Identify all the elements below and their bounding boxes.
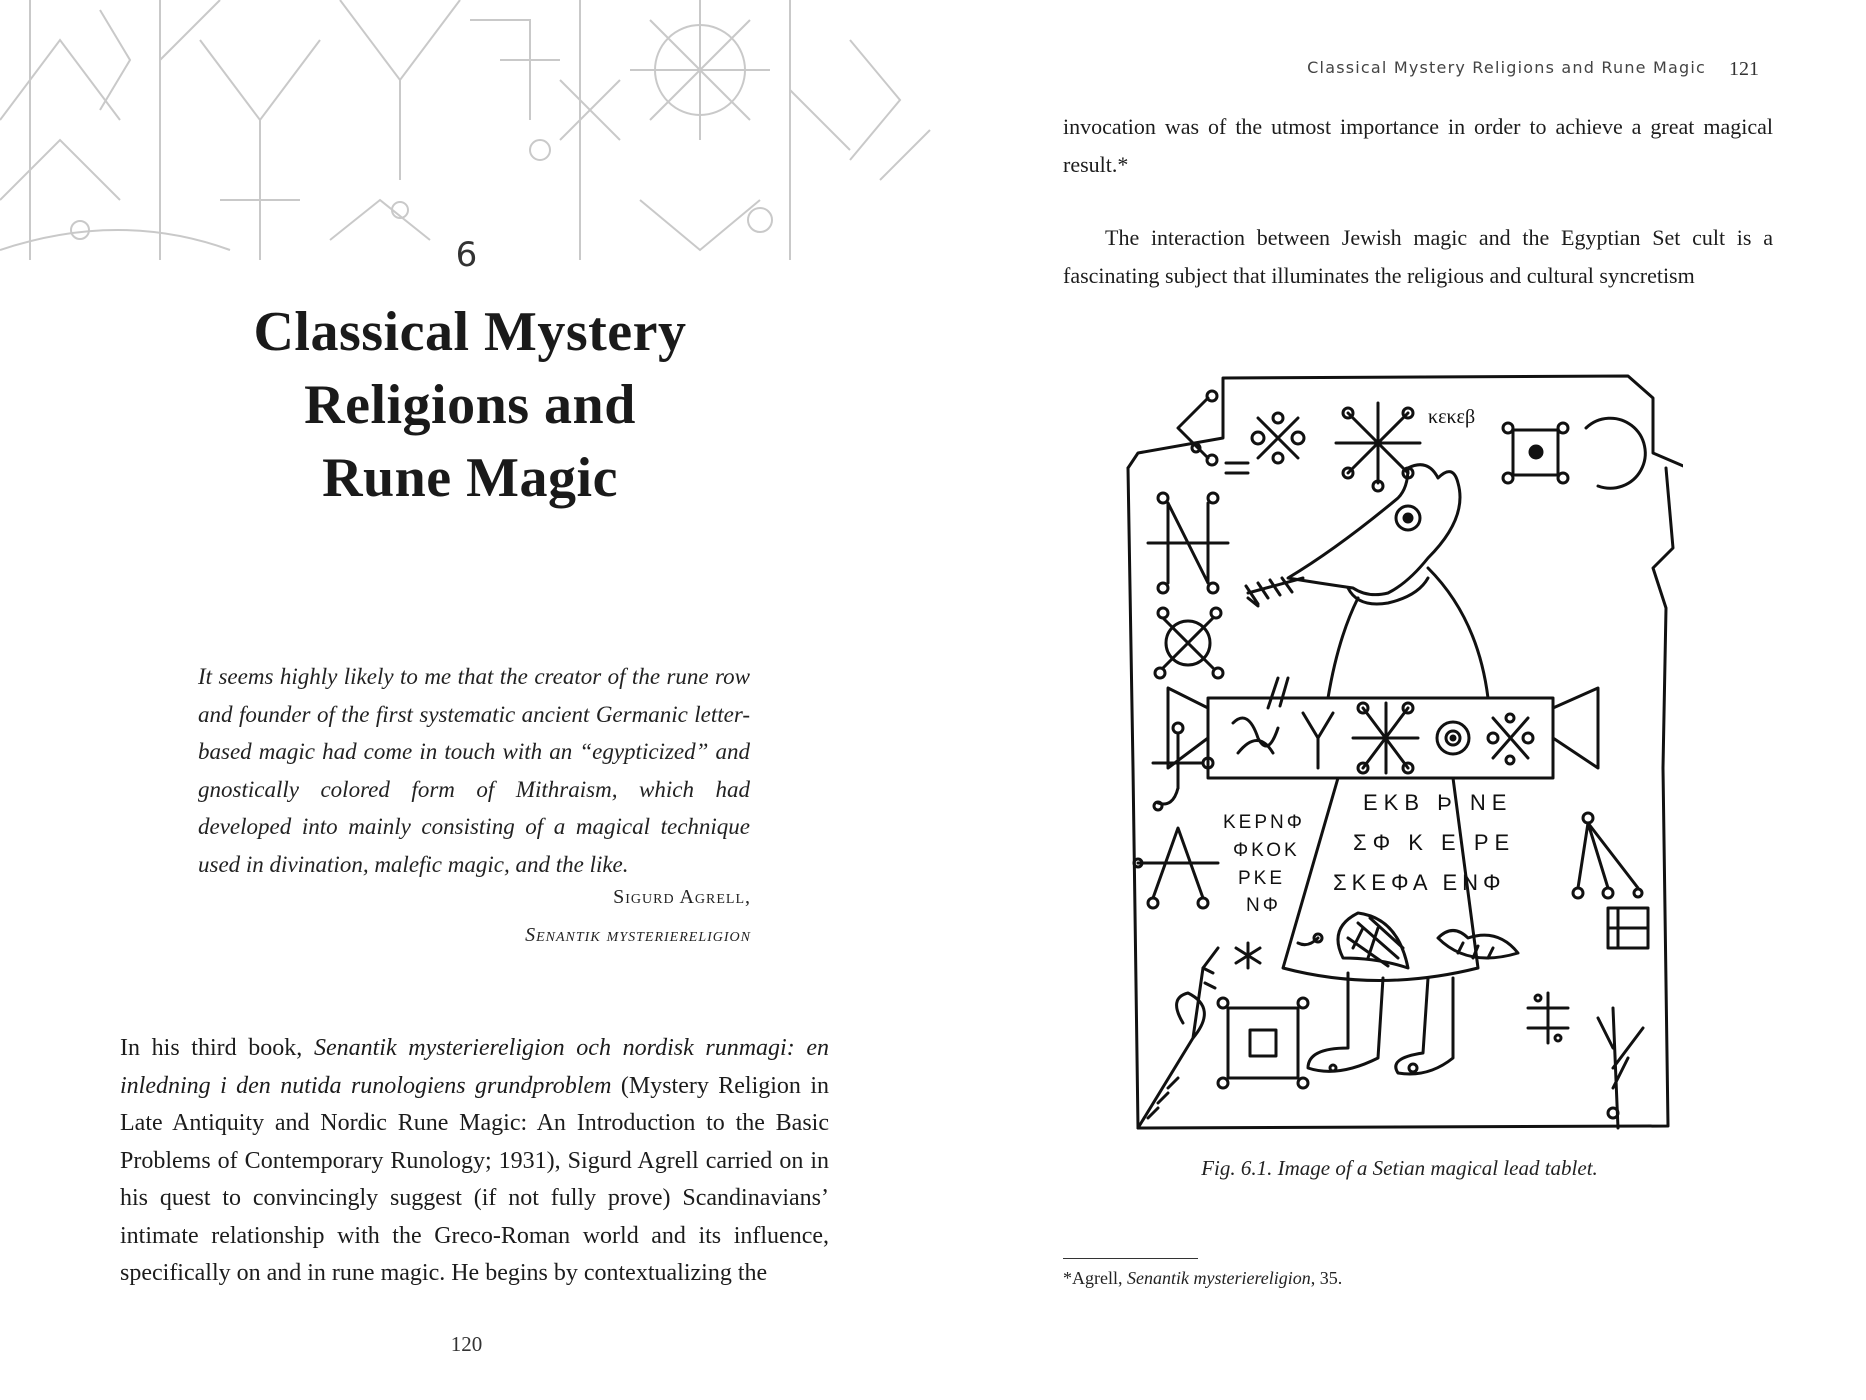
epigraph-source: Senantik mysteriereligion	[525, 924, 751, 946]
footnote: *Agrell, Senantik mysteriereligion, 35.	[1063, 1268, 1343, 1288]
epigraph-quote: It seems highly likely to me that the creator of the rune row and founder of the first systematic ancient Germanic letter-based magic had come in touch with an “egypticized” and gnostically colored form of Mithraism, which had developed into mainly consisting of a magical technique used in divination, malefic magic, and the like.	[198, 664, 750, 877]
chapter-title	[120, 296, 820, 515]
inscription-body-3: ΣΚΕΦΑ ΕΝΦ	[1333, 870, 1506, 895]
paragraph-continued: invocation was of the utmost importance in order to achieve a great magical result.*	[1063, 114, 1773, 177]
right-page	[933, 0, 1866, 1400]
figure-caption: Fig. 6.1. Image of a Setian magical lead tablet.	[1201, 1156, 1598, 1180]
chapter-title-line-1: Classical Mystery	[253, 301, 687, 363]
body-text-left	[120, 1030, 829, 1293]
inscription-left-3: ΡΚΕ	[1238, 868, 1286, 889]
setian-lead-tablet-illustration	[1108, 368, 1683, 1138]
body-text-right	[1063, 108, 1773, 294]
footnote-rule	[1063, 1258, 1198, 1259]
inscription-body-2: ΣΦ Κ Ε ΡΕ	[1353, 830, 1516, 855]
page-number-right: 121	[1729, 58, 1759, 80]
body-paragraph: In his third book, Senantik mysteriereligion och nordisk runmagi: en inledning i den nutida runologiens grundproblem (Mystery Religion in Late Antiquity and Nordic Rune Magic: An Introduction to the Basic Problems of Contemporary Runology; 1931), Sigurd Agrell carried on in his quest to convincingly suggest (if not fully prove) Scandinavians’ intimate relationship with the Greco-Roman world and its influence, specifically on and in rune magic. He begins by contextualizing the	[120, 1035, 830, 1286]
page-number-left: 120	[450, 1332, 483, 1356]
paragraph-new: The interaction between Jewish magic and the Egyptian Set cult is a fascinating subject that illuminates the religious and cultural syncretism	[1063, 225, 1773, 288]
book-title-italic: Senantik mysteriereligion och nordisk runmagi: en inledning i den nutida runologiens grundproblem	[120, 1035, 830, 1099]
inscription-left-4: ΝΦ	[1246, 895, 1281, 916]
chapter-title-line-2: Religions and	[304, 374, 636, 436]
inscription-body-1: ΕΚΒ Þ ΝΕ	[1363, 790, 1513, 815]
running-head: Classical Mystery Religions and Rune Magic	[1307, 58, 1706, 77]
inscription-left-1: ΚΕΡΝΦ	[1223, 812, 1305, 833]
inscription-left-2: ΦΚΟΚ	[1233, 840, 1300, 861]
epigraph-author: Sigurd Agrell,	[613, 886, 751, 908]
chapter-title-line-3: Rune Magic	[322, 447, 618, 509]
chapter-number: 6	[455, 235, 478, 275]
inscription-top: κεκεβ	[1428, 406, 1476, 428]
